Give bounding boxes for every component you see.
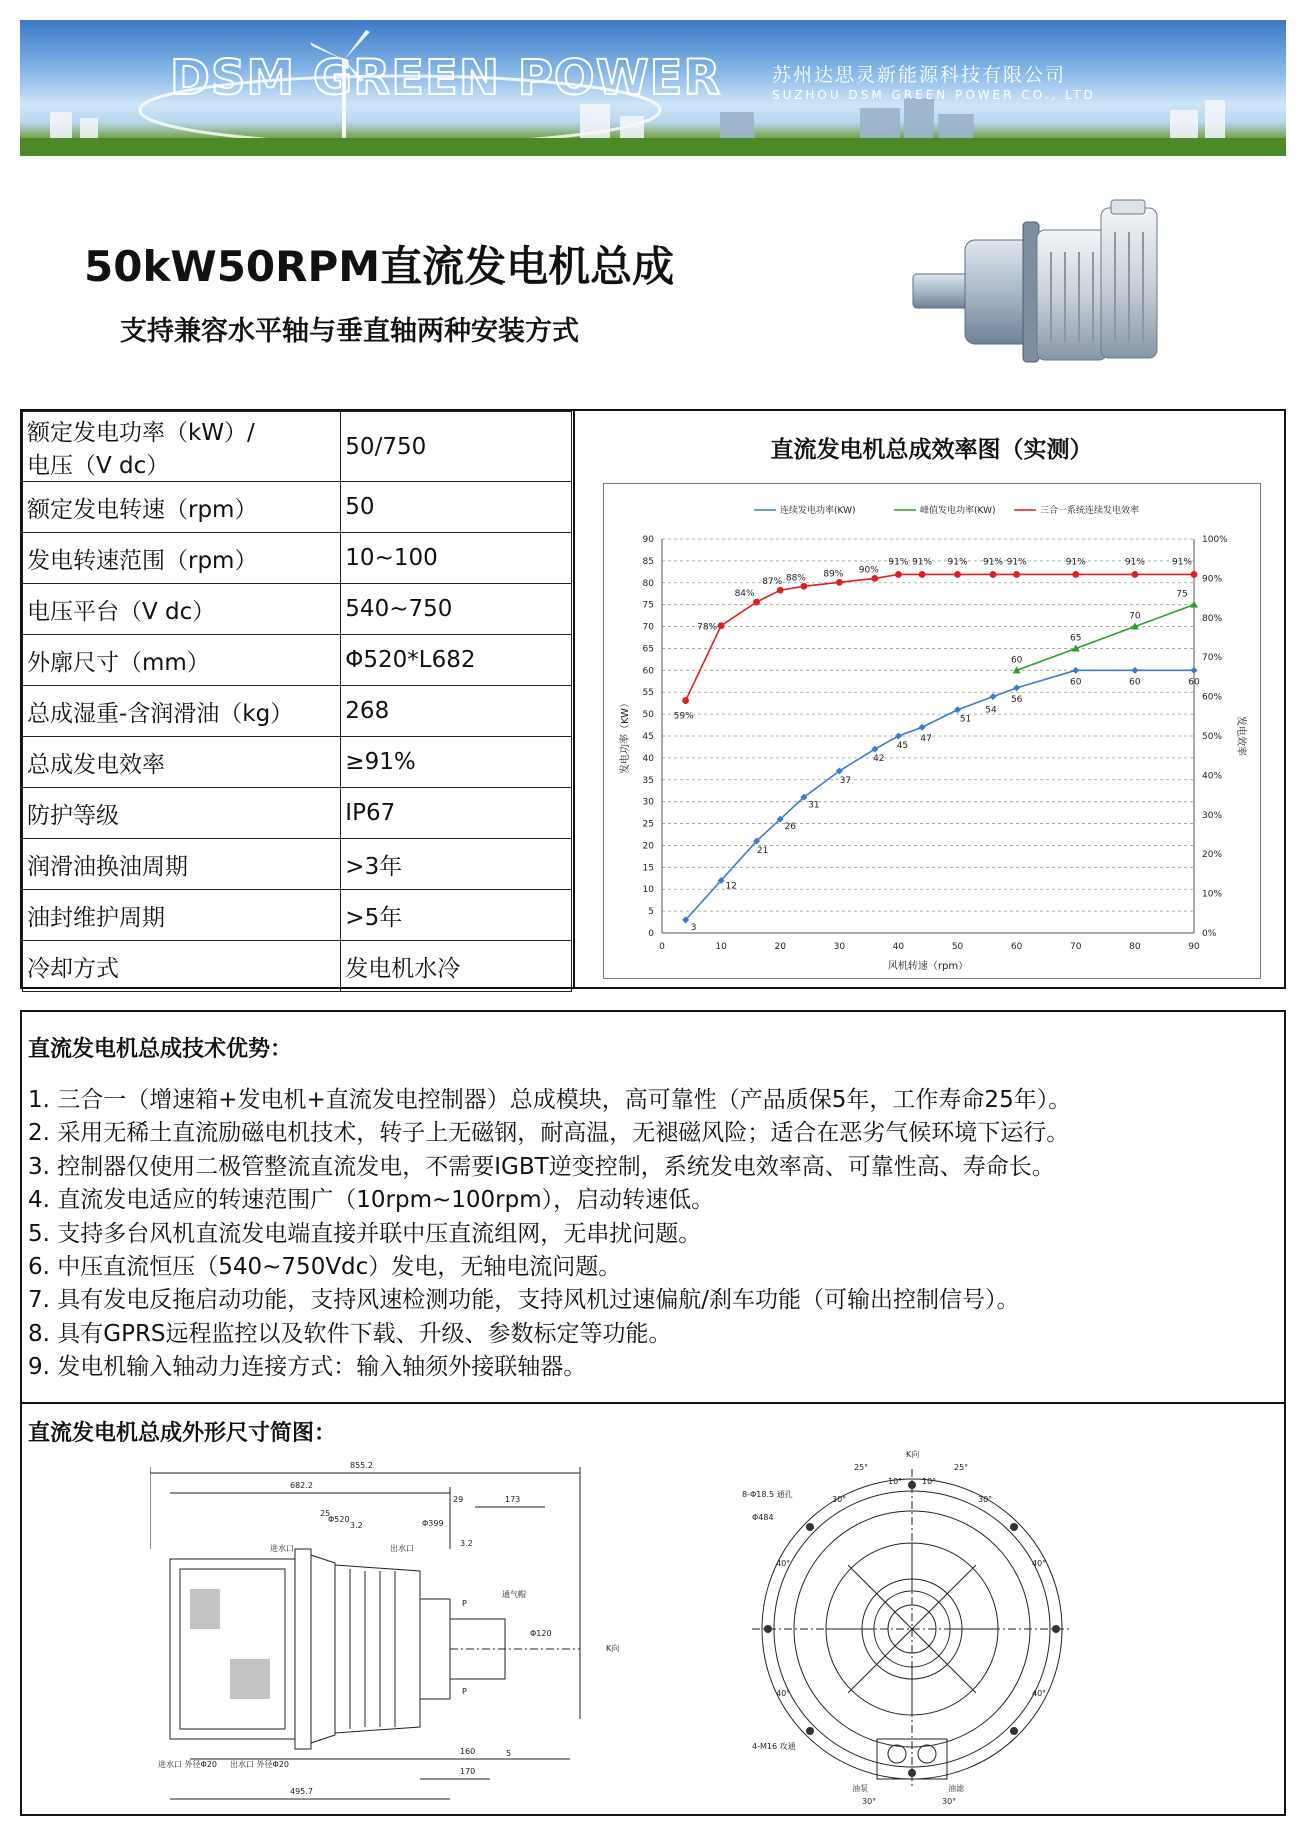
data-label: 78% bbox=[697, 622, 718, 633]
y-tick-label: 20 bbox=[642, 841, 654, 852]
spec-row bbox=[23, 941, 572, 992]
data-point bbox=[1072, 571, 1079, 578]
dim-label: K向 bbox=[906, 1450, 920, 1459]
spec-and-chart-section bbox=[20, 409, 1286, 989]
x-tick-label: 90 bbox=[1188, 942, 1200, 952]
data-label: 3 bbox=[690, 922, 697, 933]
spec-row bbox=[23, 482, 572, 533]
advantage-item: 5. 支持多台风机直流发电端直接并联中压直流组网，无串扰问题。 bbox=[28, 1220, 702, 1247]
data-point bbox=[1072, 667, 1079, 674]
data-label: 12 bbox=[725, 881, 737, 892]
spec-label: 防护等级 bbox=[23, 788, 341, 839]
y-tick-label: 10 bbox=[642, 885, 654, 896]
data-point bbox=[1013, 684, 1020, 691]
x-axis-title: 风机转速（rpm） bbox=[887, 961, 969, 972]
advantages-heading: 直流发电机总成技术优势： bbox=[28, 1037, 293, 1062]
advantage-item: 8. 具有GPRS远程监控以及软件下载、升级、参数标定等功能。 bbox=[28, 1320, 672, 1347]
y-tick-label: 85 bbox=[642, 556, 654, 567]
series-line bbox=[1017, 605, 1194, 671]
spec-value: >5年 bbox=[341, 890, 572, 941]
spec-label: 电压平台（V dc） bbox=[23, 584, 341, 635]
advantage-item: 7. 具有发电反拖启动功能，支持风速检测功能，支持风机过速偏航/刹车功能（可输出控制信号）。 bbox=[28, 1287, 1020, 1314]
spec-value: 540~750 bbox=[341, 584, 572, 635]
spec-label: 冷却方式 bbox=[23, 941, 341, 992]
spec-value: 268 bbox=[341, 686, 572, 737]
x-tick-label: 0 bbox=[659, 942, 665, 952]
x-tick-label: 40 bbox=[892, 942, 905, 952]
y2-tick-label: 40% bbox=[1202, 771, 1223, 782]
y-tick-label: 50 bbox=[642, 710, 654, 721]
spec-value: 50/750 bbox=[341, 412, 572, 482]
dim-label: 25° bbox=[954, 1463, 969, 1472]
data-label: 91% bbox=[1065, 557, 1086, 568]
y-tick-label: 90 bbox=[642, 535, 654, 545]
y-tick-label: 45 bbox=[642, 732, 654, 742]
dim-label: 30° bbox=[978, 1495, 993, 1504]
spec-value: 50 bbox=[341, 482, 572, 533]
data-point bbox=[1131, 571, 1138, 578]
dim-label: 30° bbox=[942, 1797, 957, 1806]
data-label: 26 bbox=[784, 822, 796, 833]
data-label: 60 bbox=[1188, 677, 1200, 688]
advantages-list bbox=[28, 1084, 1071, 1385]
advantage-item: 1. 三合一（增速箱+发电机+直流发电控制器）总成模块，高可靠性（产品质保5年，工作寿命25年）。 bbox=[28, 1087, 1072, 1113]
dim-label: 10° bbox=[888, 1477, 903, 1486]
data-point bbox=[753, 599, 760, 606]
data-point bbox=[1191, 571, 1198, 578]
y-tick-label: 60 bbox=[642, 666, 654, 677]
dim-label: 855.2 bbox=[350, 1461, 373, 1470]
y-tick-label: 0 bbox=[648, 929, 654, 939]
y-tick-label: 75 bbox=[642, 600, 654, 611]
front-view-drawing bbox=[742, 1449, 1082, 1809]
data-label: 91% bbox=[888, 557, 909, 568]
data-label: 54 bbox=[985, 705, 997, 716]
advantages-section bbox=[20, 1010, 1286, 1404]
spec-value: >3年 bbox=[341, 839, 572, 890]
side-view-drawing bbox=[150, 1459, 650, 1809]
data-point bbox=[895, 733, 902, 740]
dim-label: 173 bbox=[505, 1495, 521, 1504]
data-label: 56 bbox=[1010, 694, 1023, 705]
spec-label: 外廓尺寸（mm） bbox=[23, 635, 341, 686]
spec-row bbox=[23, 890, 572, 941]
data-point bbox=[895, 571, 902, 578]
data-label: 90% bbox=[858, 565, 879, 576]
data-label: 91% bbox=[1124, 557, 1145, 568]
y-tick-label: 55 bbox=[642, 688, 654, 699]
advantage-item: 2. 采用无稀土直流励磁电机技术，转子上无磁钢，耐高温，无褪磁风险；适合在恶劣气候环境下运行。 bbox=[28, 1120, 1070, 1147]
dim-label: 25 bbox=[320, 1509, 331, 1518]
x-tick-label: 20 bbox=[774, 942, 786, 952]
y2-tick-label: 80% bbox=[1202, 613, 1223, 624]
banner-brand-text: DSM GREEN POWER bbox=[170, 50, 722, 106]
data-point bbox=[1190, 601, 1198, 608]
dimensions-heading: 直流发电机总成外形尺寸简图： bbox=[28, 1421, 337, 1446]
dim-label: 油滤 bbox=[948, 1784, 964, 1793]
data-label: 45 bbox=[896, 741, 909, 751]
data-label: 60 bbox=[1129, 677, 1141, 688]
dim-label: 出水口 外径Φ20 bbox=[230, 1760, 290, 1769]
data-label: 60 bbox=[1010, 655, 1023, 666]
dim-label: 40° bbox=[776, 1689, 791, 1698]
spec-table bbox=[22, 411, 572, 992]
page-title: 50kW50RPM直流发电机总成 bbox=[84, 242, 675, 291]
dim-label: 8-Φ18.5 通孔 bbox=[742, 1490, 793, 1499]
data-label: 65 bbox=[1070, 633, 1082, 644]
data-point bbox=[682, 697, 689, 704]
y2-tick-label: 20% bbox=[1202, 850, 1223, 861]
data-label: 91% bbox=[912, 557, 933, 568]
dim-label: 495.7 bbox=[290, 1787, 313, 1796]
y-tick-label: 70 bbox=[642, 622, 654, 633]
y-axis-title: 发电功率（KW） bbox=[620, 697, 631, 775]
data-point bbox=[871, 575, 878, 582]
data-point bbox=[718, 622, 725, 629]
dim-label: 出水口 bbox=[390, 1544, 414, 1553]
dim-label: Φ120 bbox=[530, 1629, 552, 1638]
dim-label: Φ399 bbox=[422, 1519, 444, 1528]
dim-label: 4-M16 攻通 bbox=[752, 1742, 796, 1751]
banner-company-en: SUZHOU DSM GREEN POWER CO., LTD bbox=[772, 88, 1096, 102]
spec-value: ≥91% bbox=[341, 737, 572, 788]
y2-tick-label: 50% bbox=[1202, 732, 1223, 742]
y2-axis-title: 发电效率 bbox=[1235, 716, 1246, 756]
dim-label: 5 bbox=[506, 1749, 512, 1758]
dim-label: 40° bbox=[1032, 1559, 1047, 1568]
spec-value: Φ520*L682 bbox=[341, 635, 572, 686]
spec-row bbox=[23, 635, 572, 686]
dim-label: P bbox=[462, 1687, 467, 1696]
data-point bbox=[954, 571, 961, 578]
spec-label: 油封维护周期 bbox=[23, 890, 341, 941]
x-tick-label: 30 bbox=[833, 942, 846, 952]
dim-label: K向 bbox=[606, 1644, 620, 1653]
dim-label: 40° bbox=[1032, 1689, 1047, 1698]
y-tick-label: 15 bbox=[642, 863, 654, 874]
front-view-lines bbox=[742, 1449, 1082, 1809]
header-banner bbox=[20, 20, 1286, 156]
series-line bbox=[686, 670, 1194, 920]
dim-label: 进水口 bbox=[270, 1544, 294, 1553]
x-tick-label: 80 bbox=[1129, 942, 1141, 952]
data-label: 91% bbox=[983, 557, 1004, 568]
dimensions-section bbox=[20, 1402, 1286, 1816]
data-label: 88% bbox=[785, 573, 806, 584]
dim-label: Φ484 bbox=[752, 1513, 774, 1522]
spec-value: 10~100 bbox=[341, 533, 572, 584]
dim-label: P bbox=[462, 1599, 467, 1608]
banner-company-cn: 苏州达思灵新能源科技有限公司 bbox=[772, 64, 1067, 86]
series-line bbox=[686, 574, 1194, 700]
advantage-item: 6. 中压直流恒压（540~750Vdc）发电，无轴电流问题。 bbox=[28, 1254, 622, 1281]
y2-tick-label: 0% bbox=[1202, 929, 1217, 939]
y2-tick-label: 90% bbox=[1202, 574, 1223, 585]
spec-row bbox=[23, 839, 572, 890]
spec-label: 额定发电转速（rpm） bbox=[23, 482, 341, 533]
legend-label: 三合一系统连续发电效率 bbox=[1040, 506, 1140, 516]
x-tick-label: 60 bbox=[1010, 942, 1023, 952]
y-tick-label: 80 bbox=[642, 578, 654, 589]
dim-label: 25° bbox=[854, 1463, 869, 1472]
side-view-lines bbox=[150, 1459, 650, 1809]
y-tick-label: 5 bbox=[648, 907, 654, 918]
data-point bbox=[919, 724, 926, 731]
data-point bbox=[1191, 667, 1198, 674]
y2-tick-label: 100% bbox=[1202, 535, 1228, 545]
dim-label: 30° bbox=[862, 1797, 877, 1806]
data-label: 42 bbox=[873, 754, 885, 765]
data-label: 31 bbox=[808, 800, 820, 811]
dim-label: Φ520 bbox=[328, 1515, 350, 1524]
advantage-item: 9. 发电机输入轴动力连接方式：输入轴须外接联轴器。 bbox=[28, 1354, 587, 1381]
data-label: 47 bbox=[920, 734, 932, 745]
chart-frame bbox=[603, 483, 1261, 979]
y2-tick-label: 60% bbox=[1202, 692, 1223, 703]
dim-label: 682.2 bbox=[290, 1481, 313, 1490]
dim-label: 3.2 bbox=[350, 1521, 363, 1530]
dim-label: 170 bbox=[460, 1767, 476, 1776]
data-label: 87% bbox=[762, 577, 783, 588]
data-point bbox=[990, 571, 997, 578]
x-tick-label: 50 bbox=[951, 942, 964, 952]
data-label: 59% bbox=[673, 711, 694, 722]
chart-title: 直流发电机总成效率图（实测） bbox=[770, 437, 1093, 463]
data-label: 37 bbox=[839, 776, 852, 787]
data-point bbox=[777, 587, 784, 594]
dim-label: 160 bbox=[460, 1747, 476, 1756]
dim-label: 10° bbox=[922, 1477, 937, 1486]
spec-row bbox=[23, 737, 572, 788]
spec-label: 发电转速范围（rpm） bbox=[23, 533, 341, 584]
dim-label: 40° bbox=[776, 1559, 791, 1568]
dim-label: 29 bbox=[453, 1495, 464, 1504]
y-tick-label: 65 bbox=[642, 644, 654, 655]
chart-panel bbox=[573, 411, 1288, 987]
y-tick-label: 30 bbox=[642, 797, 654, 808]
page-subtitle: 支持兼容水平轴与垂直轴两种安装方式 bbox=[120, 316, 579, 347]
data-label: 75 bbox=[1176, 589, 1188, 600]
data-label: 89% bbox=[823, 569, 844, 580]
data-point bbox=[1013, 571, 1020, 578]
data-label: 60 bbox=[1070, 677, 1082, 688]
generator-product-image bbox=[905, 192, 1165, 392]
y2-tick-label: 70% bbox=[1202, 653, 1223, 664]
spec-label bbox=[23, 412, 341, 482]
data-label: 91% bbox=[1171, 557, 1193, 568]
spec-label: 润滑油换油周期 bbox=[23, 839, 341, 890]
advantage-item: 3. 控制器仅使用二极管整流直流发电，不需要IGBT逆变控制，系统发电效率高、可靠性高、寿命长。 bbox=[28, 1153, 1055, 1180]
data-point bbox=[954, 706, 961, 713]
dim-label: 油泵 bbox=[852, 1784, 868, 1793]
data-point bbox=[1131, 667, 1138, 674]
spec-label: 总成湿重-含润滑油（kg） bbox=[23, 686, 341, 737]
data-label: 51 bbox=[959, 714, 972, 725]
dim-label: 30° bbox=[832, 1495, 847, 1504]
y-tick-label: 25 bbox=[642, 819, 654, 830]
x-tick-label: 10 bbox=[715, 942, 727, 952]
dim-label: 3.2 bbox=[460, 1539, 473, 1548]
legend-label: 峰值发电功率(KW) bbox=[920, 506, 996, 516]
data-label: 70 bbox=[1129, 611, 1141, 622]
spec-row bbox=[23, 686, 572, 737]
spec-row bbox=[23, 788, 572, 839]
data-label: 91% bbox=[947, 557, 968, 568]
advantage-item: 4. 直流发电适应的转速范围广（10rpm~100rpm），启动转速低。 bbox=[28, 1187, 715, 1214]
efficiency-chart bbox=[604, 484, 1260, 978]
y2-tick-label: 30% bbox=[1202, 810, 1223, 821]
spec-label-line: 电压（V dc） bbox=[27, 452, 170, 479]
spec-label: 总成发电效率 bbox=[23, 737, 341, 788]
data-label: 21 bbox=[756, 846, 769, 857]
dim-label: 通气帽 bbox=[502, 1590, 526, 1599]
spec-value: 发电机水冷 bbox=[341, 941, 572, 992]
y-tick-label: 35 bbox=[642, 775, 654, 786]
y2-tick-label: 10% bbox=[1202, 889, 1223, 900]
legend-label: 连续发电功率(KW) bbox=[780, 506, 856, 516]
data-point bbox=[836, 579, 843, 586]
spec-value: IP67 bbox=[341, 788, 572, 839]
data-point bbox=[919, 571, 926, 578]
spec-label-line: 额定发电功率（kW）/ bbox=[27, 419, 255, 446]
data-point bbox=[990, 693, 997, 700]
data-point bbox=[800, 583, 807, 590]
spec-row bbox=[23, 584, 572, 635]
dim-label: 进水口 外径Φ20 bbox=[158, 1760, 218, 1769]
data-label: 91% bbox=[1006, 557, 1027, 568]
data-label: 84% bbox=[734, 589, 755, 600]
spec-row bbox=[23, 533, 572, 584]
y-tick-label: 40 bbox=[642, 753, 654, 764]
x-tick-label: 70 bbox=[1070, 942, 1082, 952]
spec-row bbox=[23, 412, 572, 482]
